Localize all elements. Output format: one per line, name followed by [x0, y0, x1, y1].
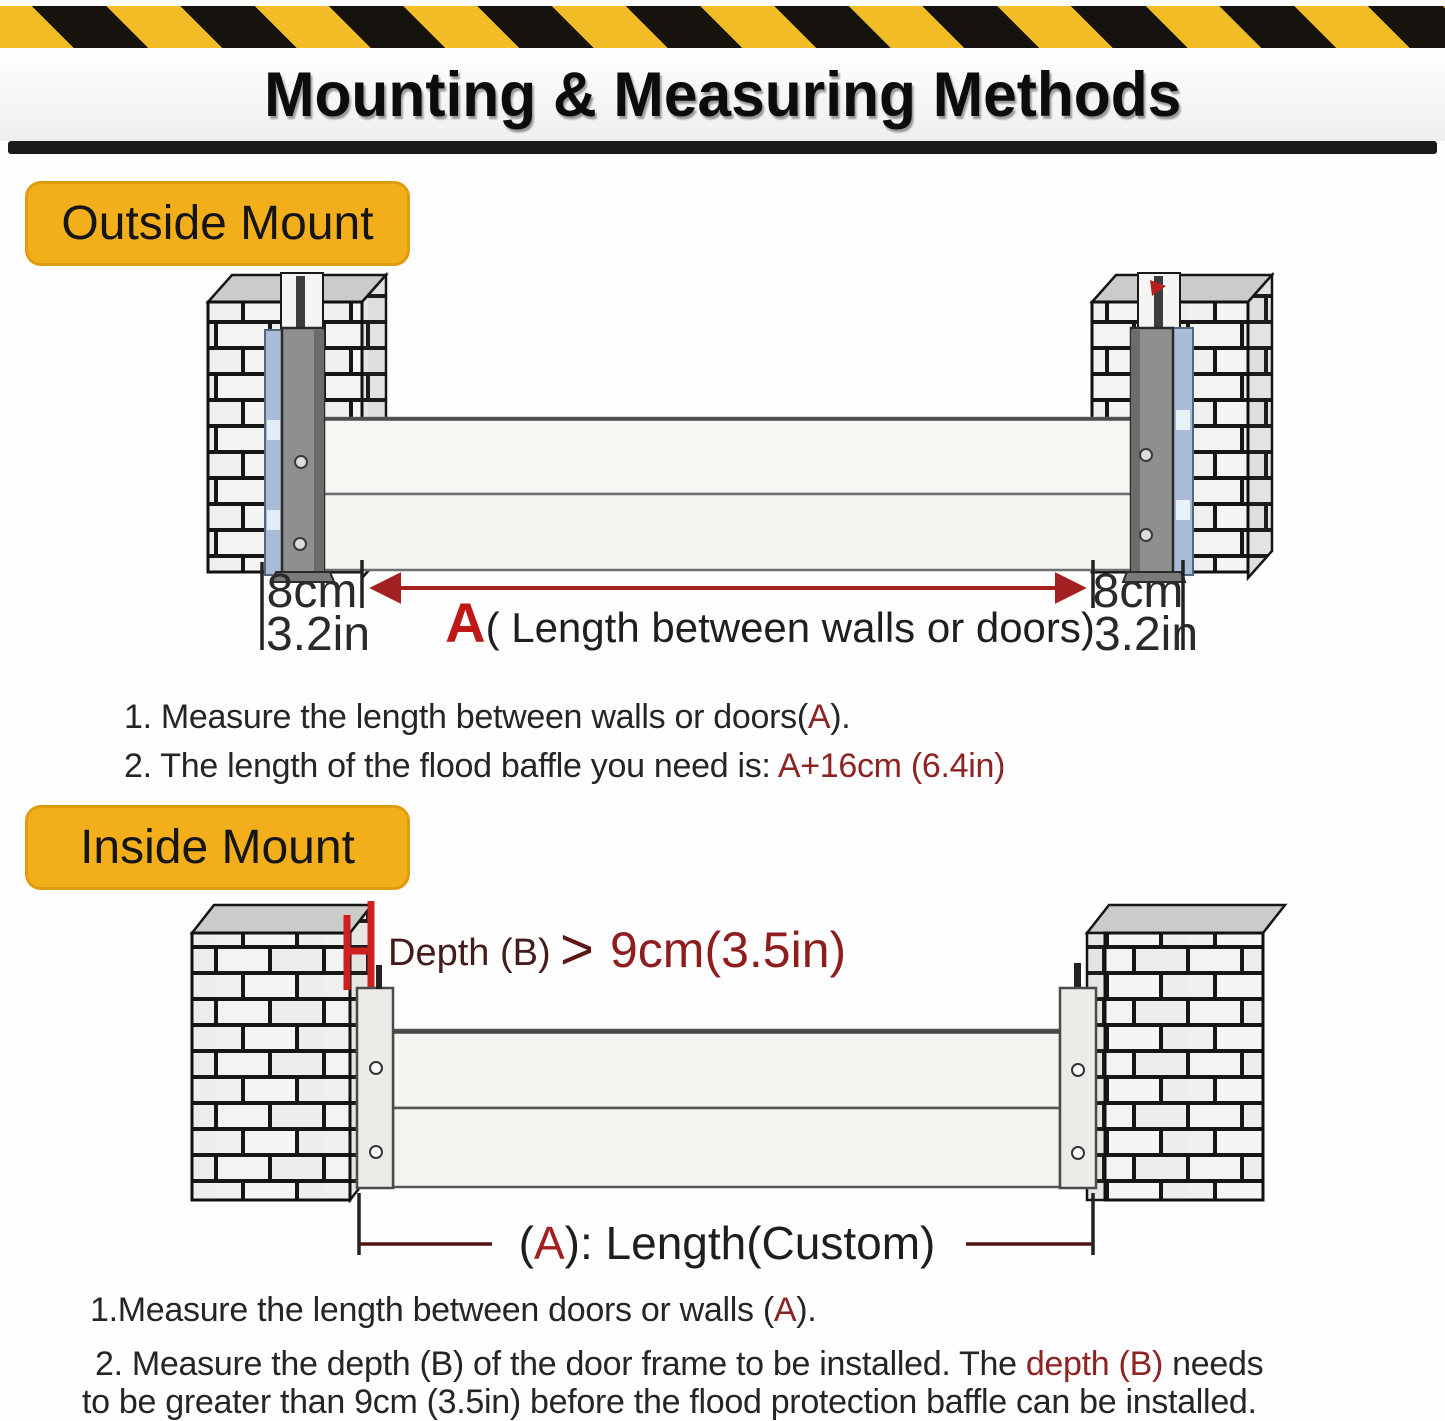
inside-step-1-highlight: A: [773, 1291, 797, 1329]
dim-label-right-in: 3.2in: [1093, 608, 1199, 661]
outside-mount-badge-label: Outside Mount: [61, 197, 374, 250]
length-label-open: (: [518, 1217, 534, 1269]
dim-label-left-cm: 8cm: [266, 565, 358, 618]
inside-step-1-end: ).: [796, 1291, 817, 1329]
pillar-front-face: [192, 933, 350, 1200]
barrier-panel-bottom: [323, 494, 1132, 570]
length-label-text: ): Length(Custom): [564, 1217, 936, 1269]
length-label-a: A: [533, 1217, 565, 1269]
inside-mount-badge: [25, 805, 410, 890]
inside-step-2-end: needs: [1162, 1345, 1264, 1383]
outside-step-1: [124, 698, 850, 737]
seal-strip-right: [1173, 328, 1193, 575]
brick-pillar-right: [1074, 905, 1285, 1200]
screw: [1072, 1147, 1084, 1159]
anchor-bolt: [296, 276, 305, 330]
title-divider-bar: [8, 141, 1437, 154]
screw: [370, 1146, 382, 1158]
title-band: [0, 48, 1445, 141]
hazard-stripe-banner: [0, 6, 1445, 48]
mounting-channel-left: [272, 328, 334, 582]
outside-step-1-end: ).: [830, 698, 851, 736]
inside-step-2-text: 2. Measure the depth (B) of the door frame to be installed. The: [95, 1345, 1026, 1383]
length-label: [519, 1217, 936, 1269]
inside-step-3-text: to be greater than 9cm (3.5in) before the flood protection baffle can be installed.: [82, 1383, 1257, 1421]
anchor-bolt: [1074, 963, 1081, 989]
dim-label-right-cm: 8cm: [1092, 565, 1184, 618]
inside-step-3: [82, 1383, 1257, 1421]
outside-step-2-text: 2. The length of the flood baffle you need is:: [124, 747, 778, 785]
screw: [295, 456, 307, 468]
pillar-top-face: [1087, 905, 1285, 933]
outside-step-1-highlight: A: [807, 698, 831, 736]
screw: [1072, 1064, 1084, 1076]
span-label-a: A: [445, 591, 486, 654]
pillar-top-face: [1092, 275, 1272, 302]
flood-barrier: [393, 1030, 1060, 1187]
flood-barrier: [323, 418, 1132, 570]
span-label: [445, 591, 1095, 654]
mounting-channel-left: [357, 965, 393, 1188]
depth-gt-sign: >: [560, 917, 594, 982]
outside-mount-diagram: [0, 270, 1445, 670]
outside-step-2: [124, 747, 1005, 786]
screw: [370, 1062, 382, 1074]
screw: [1140, 529, 1152, 541]
outside-step-1-text: 1. Measure the length between walls or doors(: [124, 698, 808, 736]
depth-label: Depth (B): [388, 932, 551, 974]
pillar-side-face: [1248, 275, 1272, 578]
page-title: Mounting & Measuring Methods: [263, 59, 1182, 130]
inside-mount-diagram: [0, 895, 1445, 1280]
barrier-panel-bottom: [393, 1108, 1060, 1187]
barrier-panel-top: [393, 1030, 1060, 1108]
screw: [1140, 449, 1152, 461]
span-label-text: ( Length between walls or doors): [485, 604, 1095, 651]
pillar-front-face: [1105, 933, 1263, 1200]
outside-step-2-highlight: A+16cm (6.4in): [777, 747, 1006, 785]
barrier-panel-top: [323, 418, 1132, 494]
dim-label-left-in: 3.2in: [265, 608, 371, 661]
screw: [294, 538, 306, 550]
seal-strip-left: [265, 330, 282, 575]
inside-step-2-highlight: depth (B): [1025, 1345, 1163, 1383]
inside-mount-badge-label: Inside Mount: [80, 821, 355, 874]
inside-step-2: [95, 1345, 1263, 1384]
inside-step-1: [90, 1291, 816, 1330]
inside-step-1-text: 1.Measure the length between doors or walls (: [90, 1291, 774, 1329]
depth-value: 9cm(3.5in): [610, 922, 847, 978]
outside-mount-badge: [25, 181, 410, 266]
mounting-channel-right: [1060, 988, 1096, 1188]
anchor-bolt: [376, 965, 382, 989]
